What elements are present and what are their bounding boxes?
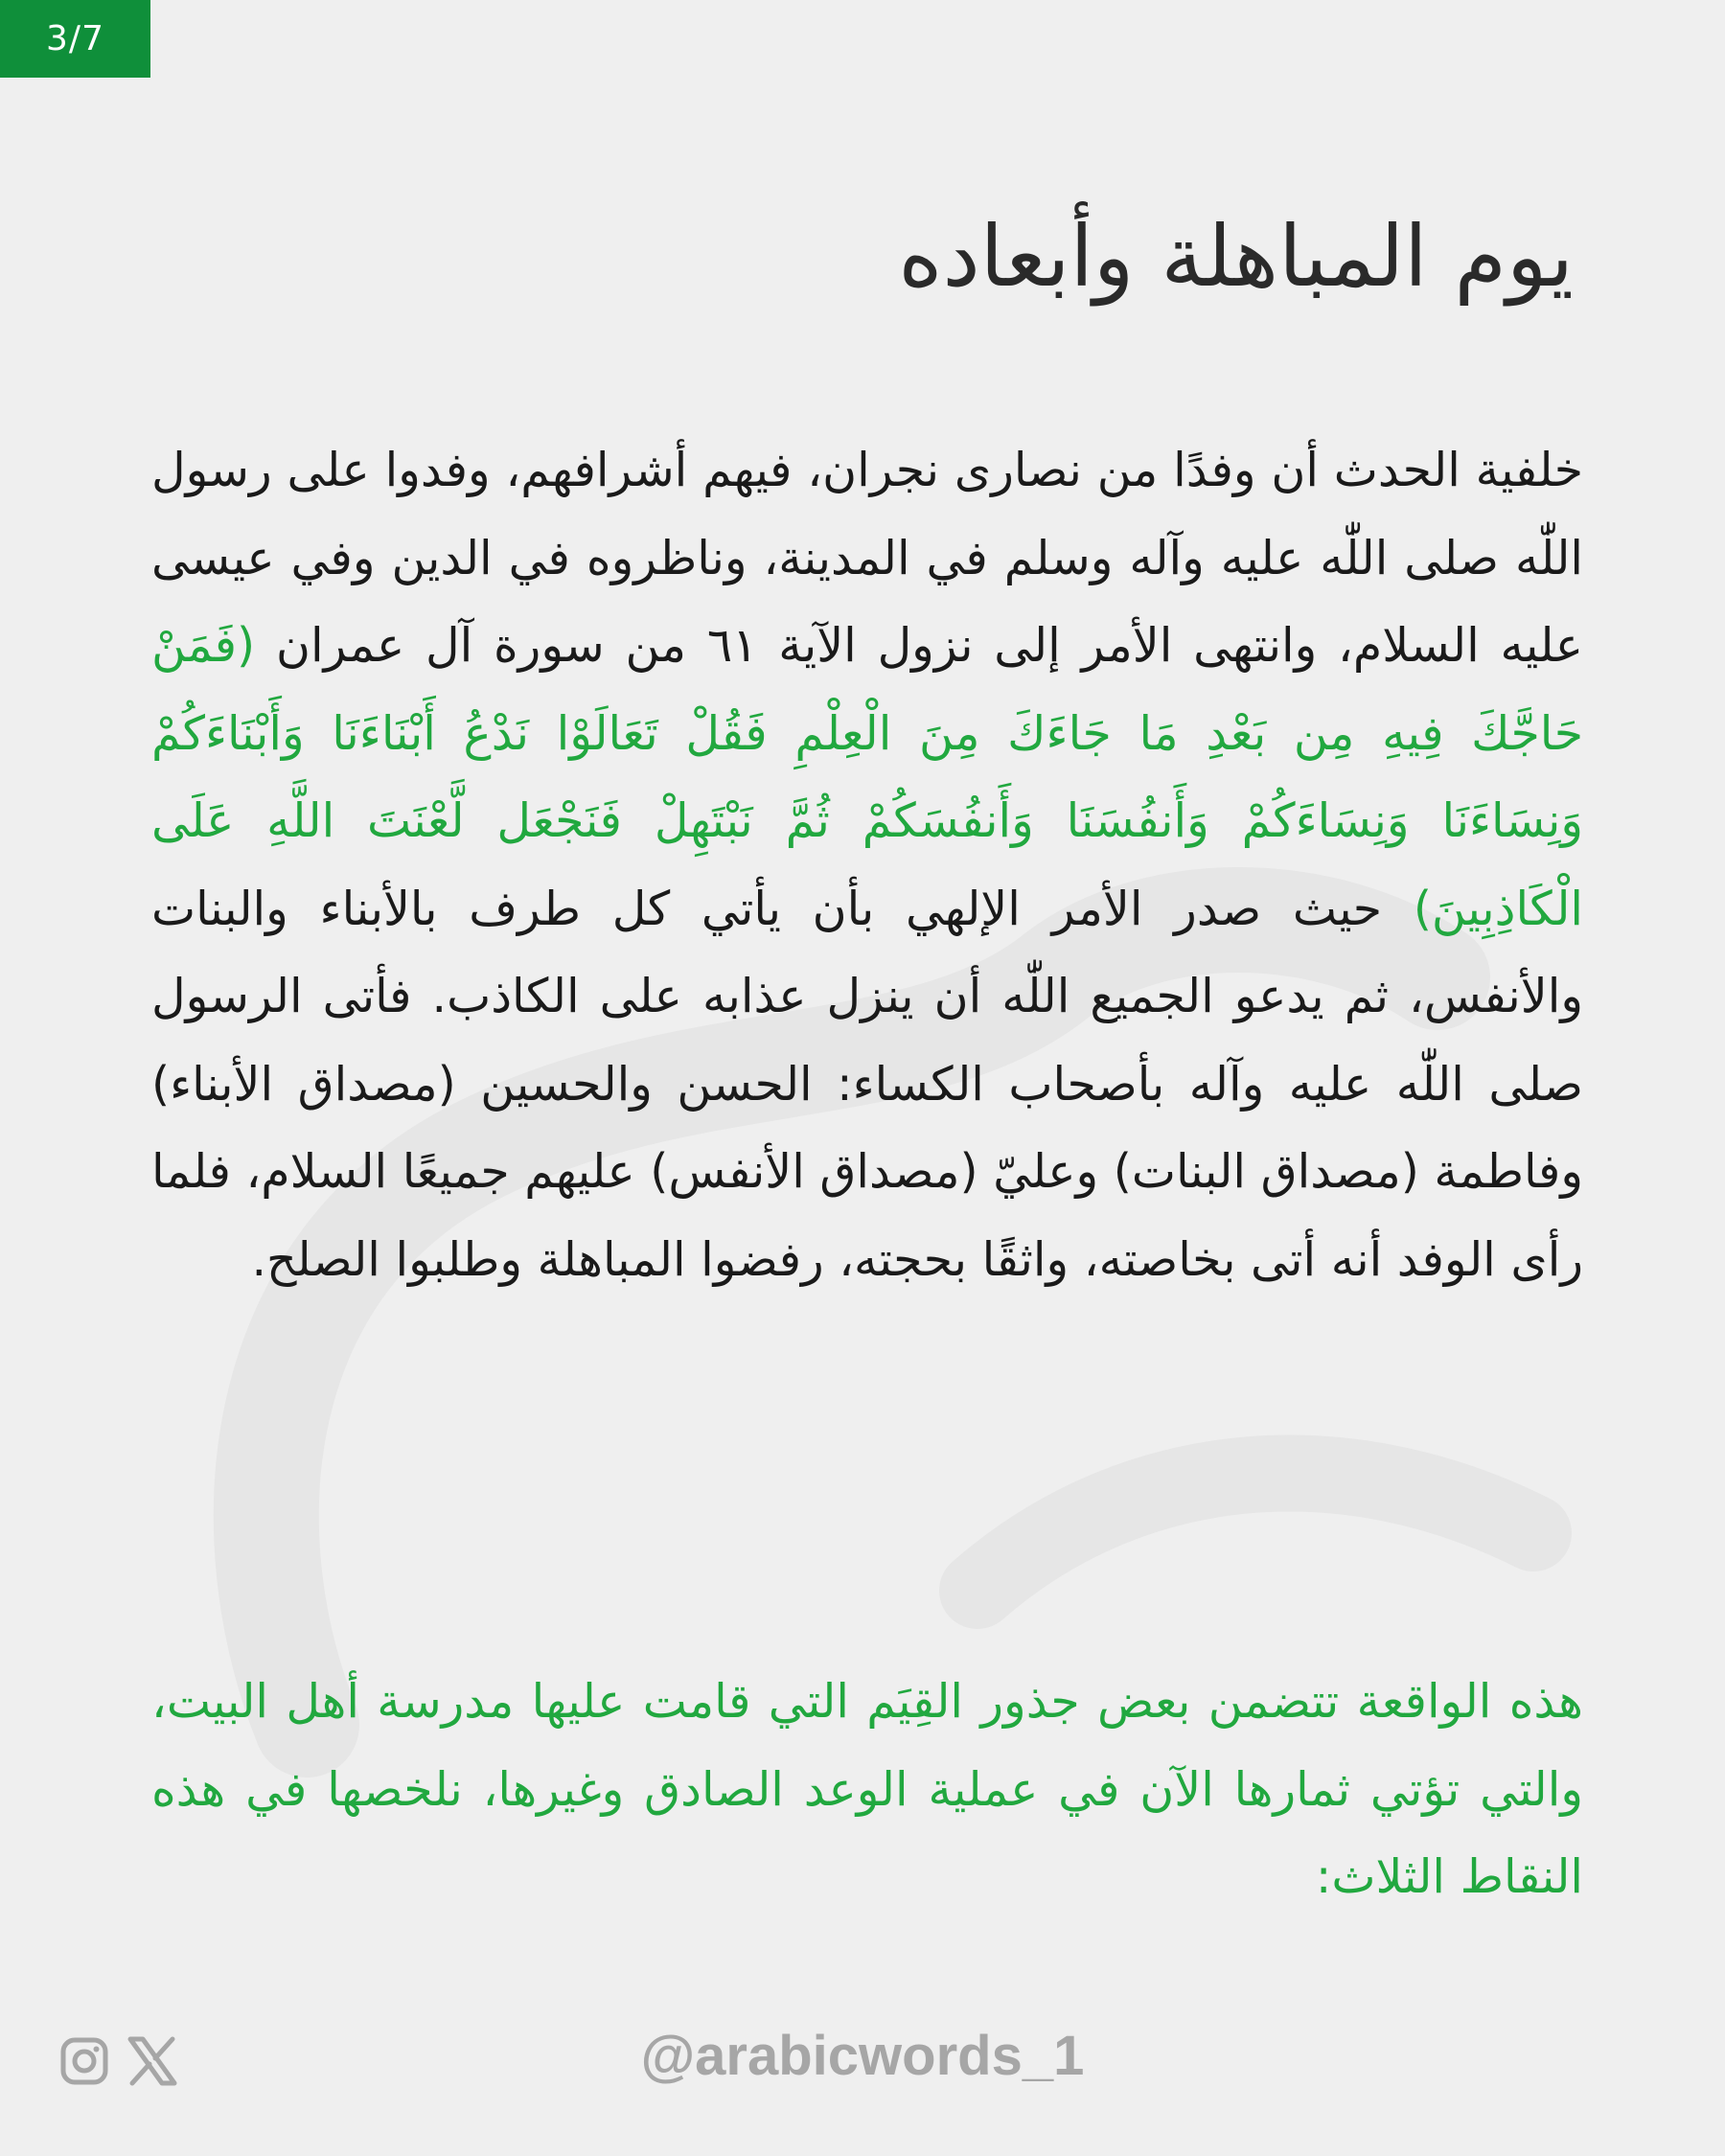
article-body — [151, 426, 1583, 1303]
page-indicator-badge: 3/7 — [0, 0, 150, 78]
closing-paragraph: هذه الواقعة تتضمن بعض جذور القِيَم التي قامت عليها مدرسة أهل البيت، والتي تؤتي ثمارها الآن في عملية الوعد الصادق وغيرها، نلخصها في هذه النقاط الثلاث: — [151, 1674, 1583, 1904]
social-handle: @arabicwords_1 — [640, 2025, 1085, 2087]
intro-text: خلفية الحدث أن وفدًا من نصارى نجران، فيهم أشرافهم، وفدوا على رسول اللّٰه صلى اللّٰه عليه وآله وسلم في المدينة، وناظروه في الدين وفي عيسى عليه السلام، وانتهى الأمر إلى نزول الآية ٦١ من سورة آل عمران — [151, 443, 1584, 673]
narrative-text: حيث صدر الأمر الإلهي بأن يأتي كل طرف بالأبناء والبنات والأنفس، ثم يدعو الجميع اللّٰه أن ينزل عذابه على الكاذب. فأتى الرسول صلى اللّٰه عليه وآله بأصحاب الكساء: الحسن والحسين (مصداق الأبناء) وفاطمة (مصداق البنات) وعليّ (مصداق الأنفس) عليهم جميعًا السلام، فلما رأى الوفد أنه أتى بخاصته، واثقًا بحجته، رفضوا المباهلة وطلبوا الصلح. — [151, 881, 1583, 1287]
quran-verse: (فَمَنْ حَاجَّكَ فِيهِ مِن بَعْدِ مَا جَاءَكَ مِنَ الْعِلْمِ فَقُلْ تَعَالَوْا نَدْعُ أَبْنَاءَنَا وَأَبْنَاءَكُمْ وَنِسَاءَنَا وَنِسَاءَكُمْ وَأَنفُسَنَا وَأَنفُسَكُمْ ثُمَّ نَبْتَهِلْ فَنَجْعَل لَّعْنَتَ اللَّهِ عَلَى الْكَاذِبِينَ) — [151, 618, 1584, 936]
page-title: يوم المباهلة وأبعاده — [898, 207, 1574, 306]
